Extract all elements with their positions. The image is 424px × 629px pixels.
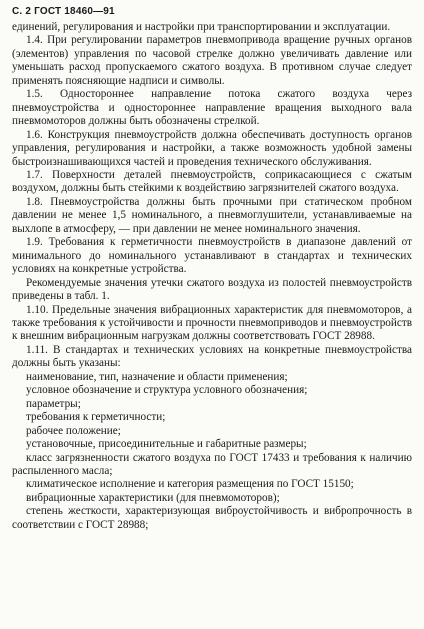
list-item: установочные, присоединительные и габаритные размеры; xyxy=(26,438,307,451)
list-item: вибрационные характеристики (для пневмомоторов); xyxy=(26,491,280,504)
paragraph: климатическое исполнение и категория размещения по ГОСТ 15150; xyxy=(26,478,354,491)
paragraph: 1.9. Требования к герметичности пневмоустройств в диапазоне давлений от минимального до номинального устанавливают в стандартах и технических условиях на конкретные устройства. xyxy=(12,236,412,276)
paragraph: 1.7. Поверхности деталей пневмоустройств, соприкасающиеся с сжатым воздухом, должны быть стейкими к воздействию загрязнителей сжатого воздуха. xyxy=(12,168,412,195)
list-item: условное обозначение и структура условного обозначения; xyxy=(26,384,308,397)
page-header: С. 2 ГОСТ 18460—91 xyxy=(12,6,115,17)
paragraph: Рекомендуемые значения утечки сжатого воздуха из полостей пневмоустройств приведены в табл. 1. xyxy=(12,276,412,303)
paragraph: 1.5. Одностороннее направление потока сжатого воздуха через пневмоустройства и одностороннее направление вращения выходного вала пневмомоторов должны быть обозначены стрелкой. xyxy=(12,88,412,128)
paragraph: степень жесткости, характеризующая виброустойчивость и вибропрочность в соответствии с ГОСТ 28988; xyxy=(12,505,412,531)
list-item: требования к герметичности; xyxy=(26,411,166,424)
paragraph: 1.10. Предельные значения вибрационных характеристик для пневмомоторов, а также требования к устойчивости и прочности пневмоприводов и пневмоустройств к внешним вибрационным нагрузкам должны соответствовать ГОСТ 28988. xyxy=(12,303,412,343)
list-item: наименование, тип, назначение и области применения; xyxy=(26,370,288,383)
paragraph: единений, регулирования и настройки при транспортировании и эксплуатации. xyxy=(12,21,391,33)
paragraph: 1.8. Пневмоустройства должны быть прочными при статическом пробном давлении не менее 1,5 номинального, а пневмоглушители, устанавливаемые на выхлопе в атмосферу, — при давлении не менее номинального значения. xyxy=(12,195,412,235)
paragraph: 1.4. При регулировании параметров пневмопривода вращение ручных органов (элементов) управления по часовой стрелке должно увеличивать давление или уменьшать расход пропускаемого сжатого воздуха. В противном случае следует применять поясняющие надписи и символы. xyxy=(12,34,412,87)
list-item: рабочее положение; xyxy=(26,424,121,437)
paragraph: 1.11. В стандартах и технических условиях на конкретные пневмоустройства должны быть указаны: xyxy=(12,343,412,370)
paragraph: класс загрязненности сжатого воздуха по ГОСТ 17433 и требования к наличию распыленного масла; xyxy=(12,451,412,477)
document-body xyxy=(12,21,412,532)
paragraph: 1.6. Конструкция пневмоустройств должна обеспечивать доступность органов управления, регулирования и настройки, а также возможность удобной замены быстроизнашивающихся частей и проведения технического обслуживания. xyxy=(12,128,412,168)
list-item: параметры; xyxy=(26,397,81,410)
